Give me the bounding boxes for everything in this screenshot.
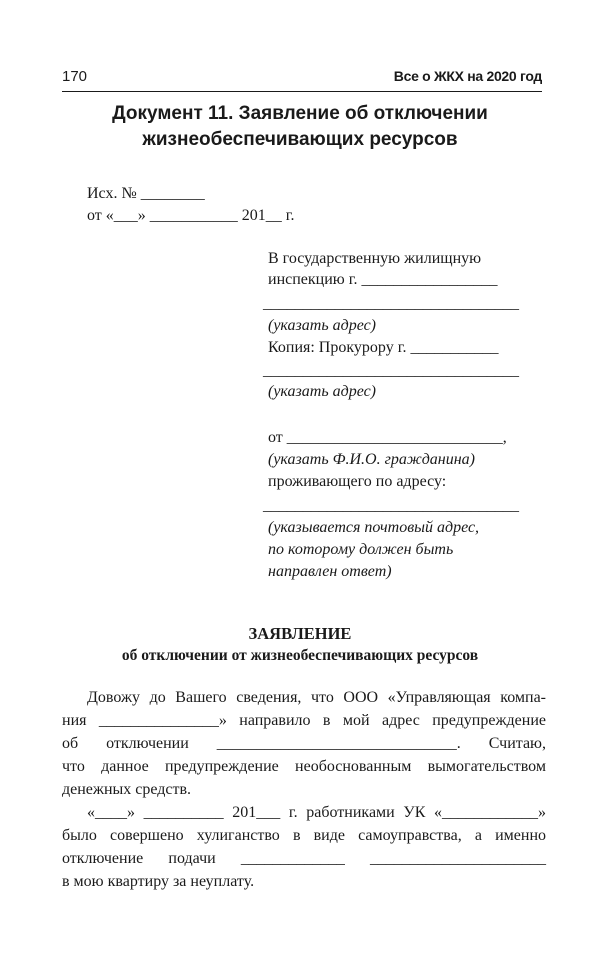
statement-heading: ЗАЯВЛЕНИЕ	[248, 624, 352, 643]
body-p2-line2: было совершено хулиганство в виде самоуправства, а именно	[62, 827, 546, 844]
outgoing-number-line: Исх. № ________	[87, 185, 205, 202]
from-line: от ___________________________,	[268, 429, 507, 446]
hint-address-line1: (указывается почтовый адрес,	[268, 519, 480, 536]
body-p1-line1: Довожу до Вашего сведения, что ООО «Управляющая компа-	[87, 689, 546, 706]
running-title: Все о ЖКХ на 2020 год	[393, 68, 542, 84]
body-p2-line3: отключение подачи _____________ ______________________	[62, 850, 546, 867]
addressee-hint2: (указать адрес)	[268, 383, 377, 400]
residing-line: проживающего по адресу:	[268, 473, 447, 490]
body-p1-line3: об отключении ______________________________. Считаю,	[62, 735, 546, 752]
addressee-line1: В государственную жилищную	[268, 250, 482, 267]
document-title-line1: Документ 11. Заявление об отключении	[112, 103, 488, 124]
body-p1-line2: ния _______________» направило в мой адрес предупреждение	[62, 712, 546, 729]
addressee-blank3: ________________________________	[263, 497, 519, 514]
body-p1-line4: что данное предупреждение необоснованным вымогательством	[62, 758, 546, 775]
hint-fio: (указать Ф.И.О. гражданина)	[268, 451, 475, 468]
header-divider	[62, 91, 542, 92]
hint-address-line3: направлен ответ)	[268, 563, 392, 580]
body-p1-line5: денежных средств.	[62, 781, 192, 798]
body-p2-line4: в мою квартиру за неуплату.	[62, 873, 255, 890]
body-p2-line1: «____» __________ 201___ г. работниками УК «____________»	[87, 804, 546, 821]
document-title-line2: жизнеобеспечивающих ресурсов	[142, 129, 458, 150]
statement-subheading: об отключении от жизнеобеспечивающих ресурсов	[121, 647, 479, 664]
addressee-blank2: ________________________________	[263, 362, 519, 379]
hint-address-line2: по которому должен быть	[268, 541, 454, 558]
addressee-line2: инспекцию г. _________________	[268, 271, 498, 288]
copy-line: Копия: Прокурору г. ___________	[268, 339, 499, 356]
addressee-hint1: (указать адрес)	[268, 317, 377, 334]
outgoing-date-line: от «___» ___________ 201__ г.	[87, 207, 295, 224]
page-number: 170	[62, 68, 88, 85]
addressee-blank1: ________________________________	[263, 295, 519, 312]
